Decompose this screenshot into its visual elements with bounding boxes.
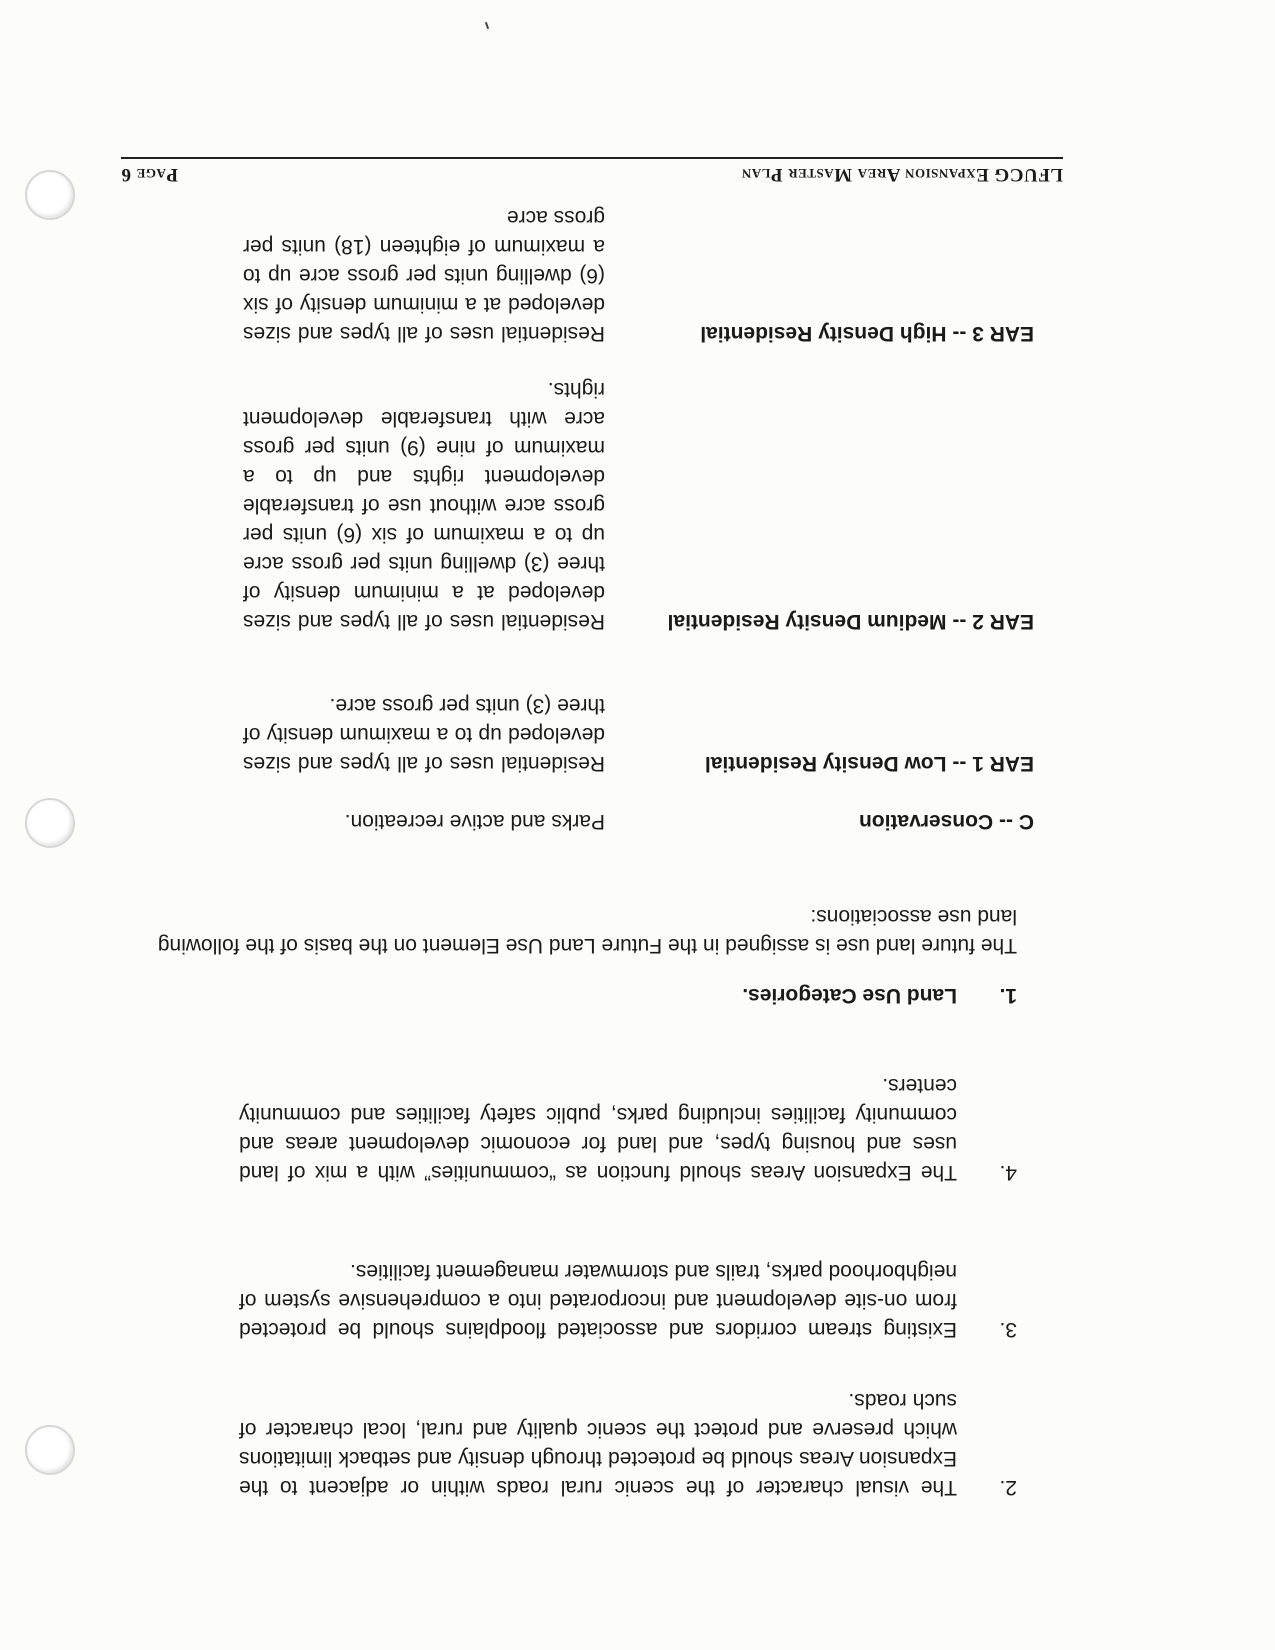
list-number: 2. xyxy=(999,1476,1017,1499)
category-name: EAR 3 -- High Density Residential xyxy=(700,322,1034,345)
category-name: EAR 2 -- Medium Density Residential xyxy=(667,610,1034,633)
header-title: LFUCG Expansion Area Master Plan xyxy=(741,164,1063,185)
list-number: 3. xyxy=(999,1318,1017,1341)
punch-hole xyxy=(25,798,75,848)
category-description: Residential uses of all types and sizes developed at a minimum density of six (6) dwelling units per gross acre up to a maximum of eighteen (18) units per gross acre xyxy=(243,206,605,345)
category-description: Residential uses of all types and sizes developed up to a maximum density of three (3) units per gross acre. xyxy=(243,694,605,775)
page-header xyxy=(121,157,1063,185)
page-number: Page 6 xyxy=(121,164,179,185)
category-name: C -- Conservation xyxy=(858,810,1034,833)
stray-mark xyxy=(485,22,489,29)
list-number: 4. xyxy=(999,1161,1017,1184)
punch-hole xyxy=(25,170,75,220)
category-description: Residential uses of all types and sizes developed at a minimum density of three (3) dwelling units per gross acre up to a maximum of six (6) units per gross acre without use of transferable development rights and up to a maximum of nine (9) units per gross acre with transferable development rights. xyxy=(243,378,605,633)
list-item-text: Existing stream corridors and associated floodplains should be protected from on-site development and incorporated into a comprehensive system of neighborhood parks, trails and stormwater management facilities. xyxy=(239,1260,957,1341)
punch-hole xyxy=(25,1425,75,1475)
section-number: 1. xyxy=(999,984,1017,1007)
list-item-text: The visual character of the scenic rural roads within or adjacent to the Expansion Areas should be protected through density and setback limitations which preserve and protect the scenic quality and rural, local character of such roads. xyxy=(239,1389,957,1499)
category-description: Parks and active recreation. xyxy=(344,810,605,833)
category-name: EAR 1 -- Low Density Residential xyxy=(704,752,1034,775)
section-heading: Land Use Categories. xyxy=(742,984,957,1007)
list-item-text: The Expansion Areas should function as “communities” with a mix of land uses and housing types, and land for economic development areas and community facilities including parks, public safety facilities and community centers. xyxy=(239,1074,957,1184)
section-intro: The future land use is assigned in the Future Land Use Element on the basis of the following land use associations: xyxy=(157,905,1017,957)
